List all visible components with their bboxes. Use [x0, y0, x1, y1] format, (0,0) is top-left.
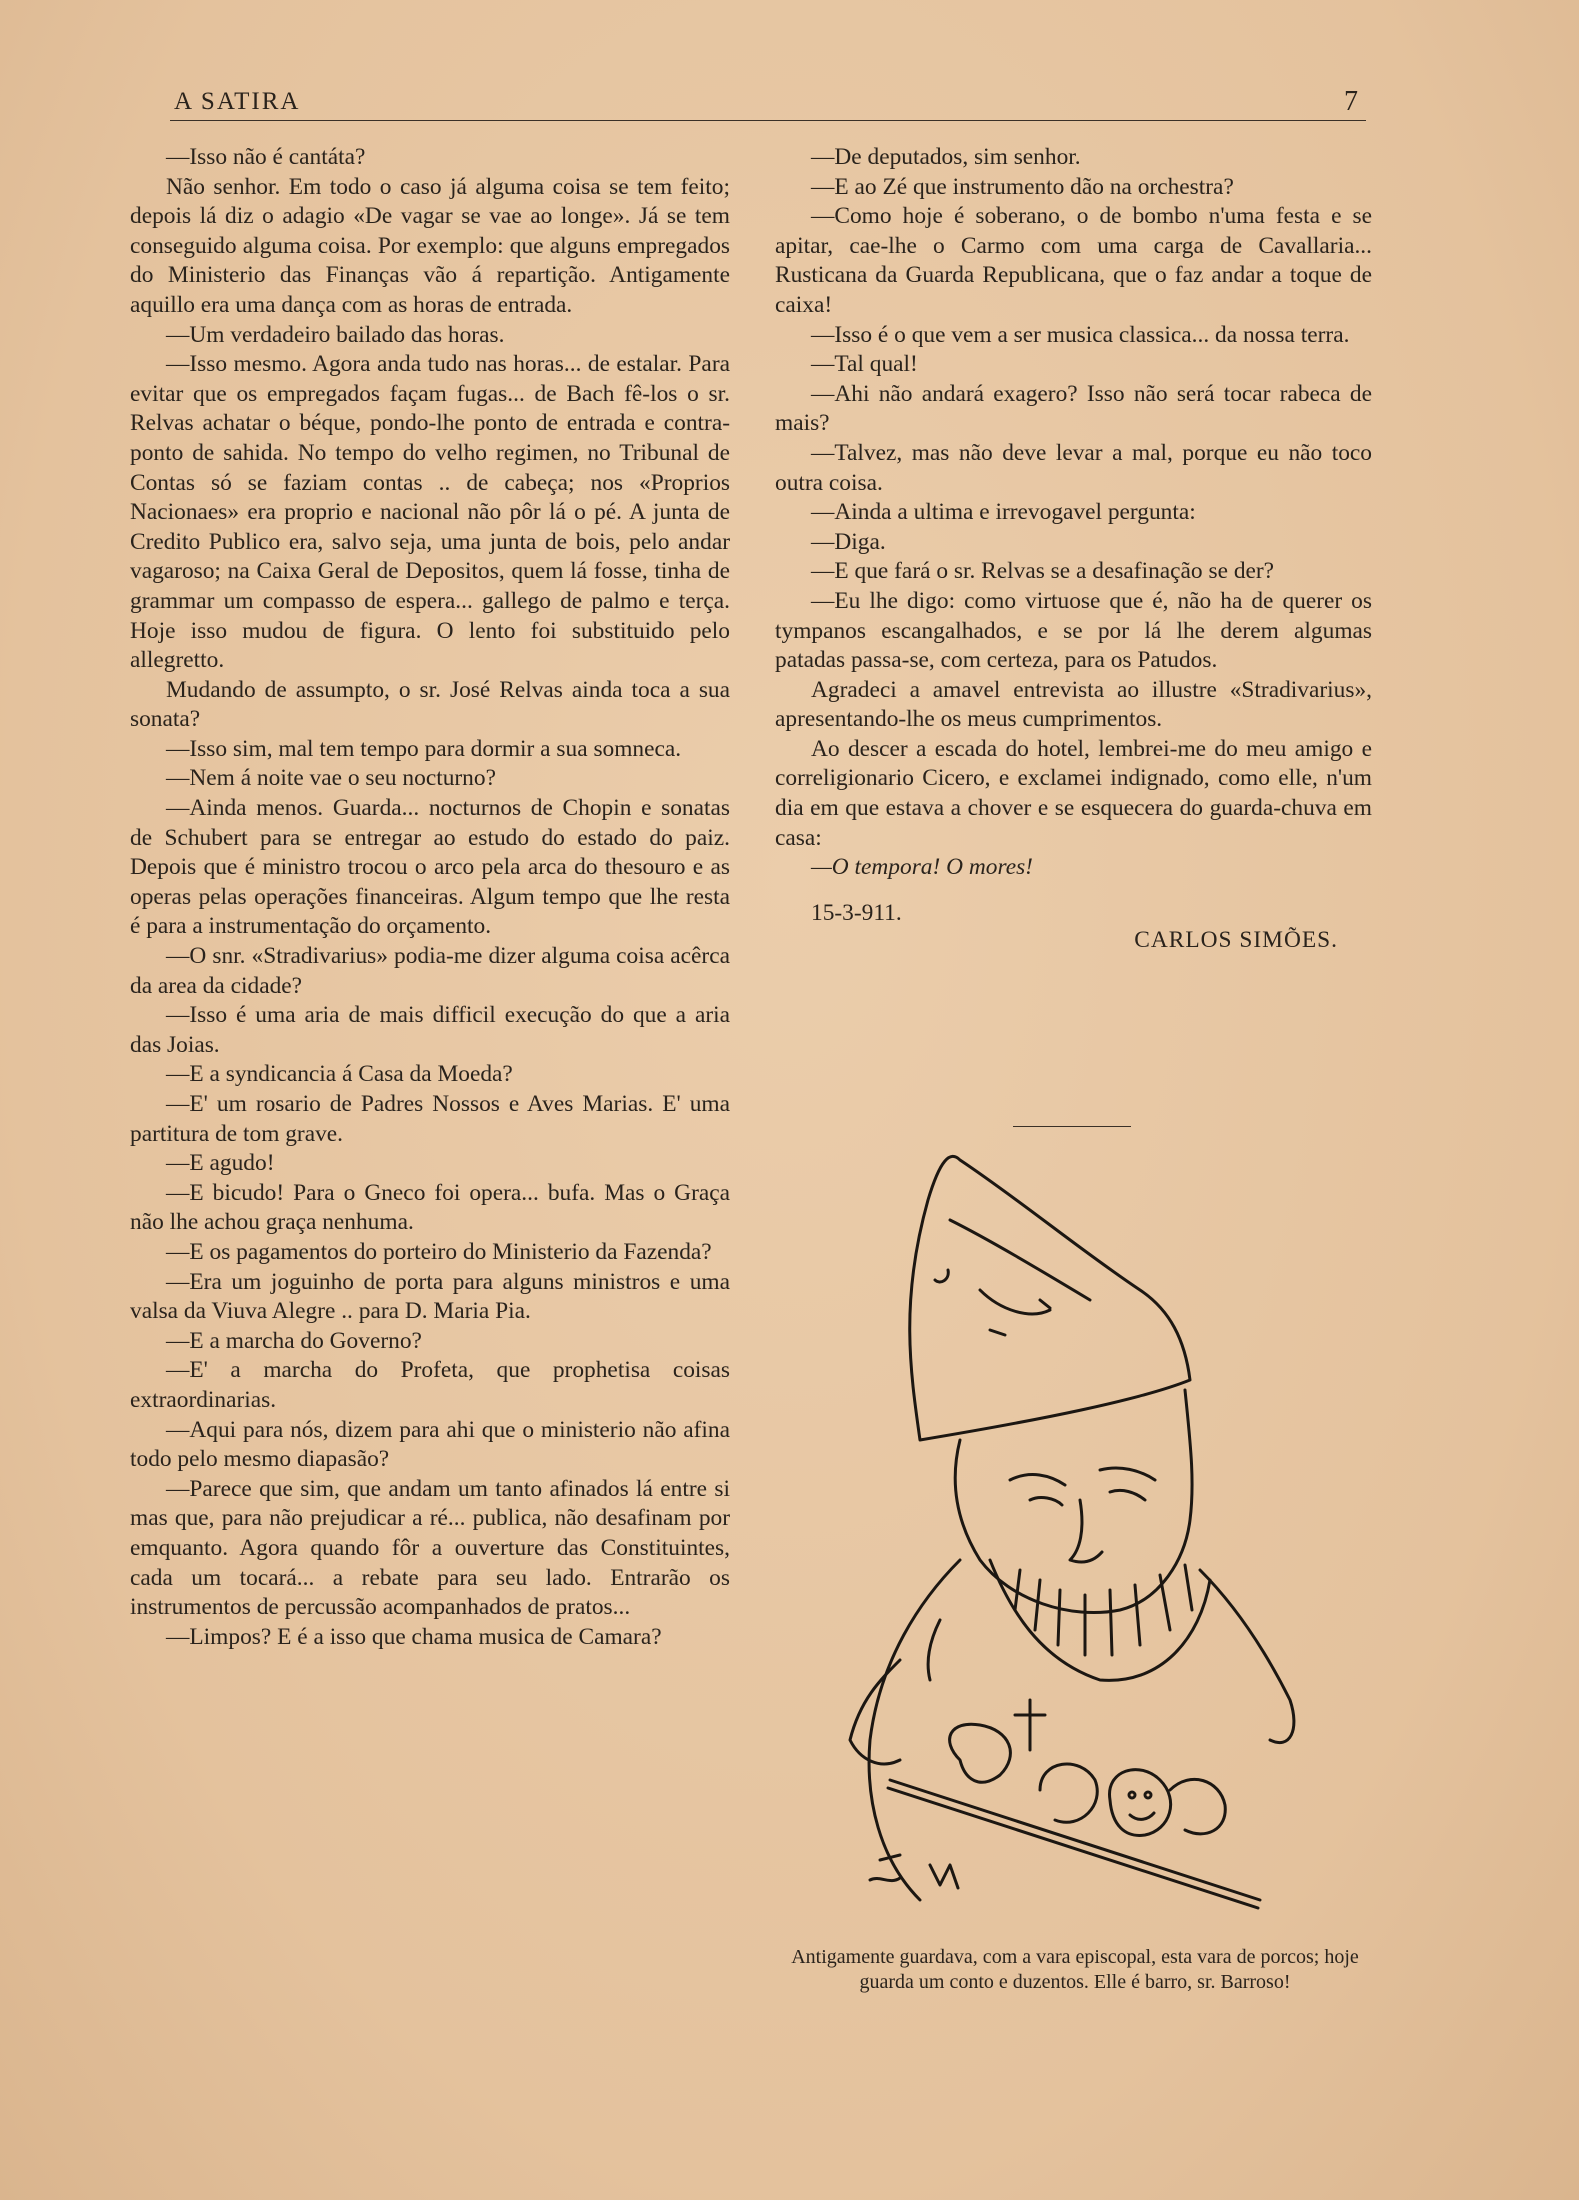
paragraph: —Nem á noite vae o seu nocturno? [166, 765, 496, 792]
paragraph: —Era um joguinho de porta para alguns ministros e uma valsa da Viuva Alegre .. para D. Maria Pia. [130, 1268, 730, 1325]
page-number: 7 [1344, 86, 1358, 117]
date-line [775, 899, 1372, 929]
author-signature: CARLOS SIMÕES. [1134, 927, 1338, 954]
paragraph: —Como hoje é soberano, o de bombo n'uma festa e se apitar, cae-lhe o Carmo com uma carga de Cavallaria... Rusticana da Guarda Republicana, que o faz andar a toque de caixa! [775, 203, 1372, 318]
paragraph: —Ainda a ultima e irrevogavel pergunta: [811, 499, 1196, 526]
paragraph: —De deputados, sim senhor. [811, 144, 1081, 170]
paragraph: —E' a marcha do Profeta, que prophetisa coisas extraordinarias. [130, 1357, 730, 1413]
article-date: 15-3-911. [811, 899, 902, 926]
paragraph: —Talvez, mas não deve levar a mal, porque eu não toco outra coisa. [775, 439, 1372, 496]
paragraph-quote: —O tempora! O mores! [811, 854, 1033, 881]
paragraph: —Ahi não andará exagero? Isso não será tocar rabeca de mais? [775, 380, 1372, 437]
paragraph: —Isso é uma aria de mais difficil execução do que a aria das Joias. [130, 1002, 730, 1058]
page-header [170, 88, 1366, 121]
paragraph: —E a marcha do Governo? [166, 1327, 422, 1354]
paragraph: Não senhor. Em todo o caso já alguma coisa se tem feito; depois lá diz o adagio «De vagar se vae ao longe». Já se tem conseguido alguma coisa. Por exemplo: que alguns empregados do Ministerio das Finanças vão á repartição. Antigamente aquillo era uma dança com as horas de entrada. [130, 173, 730, 318]
paragraph: Ao descer a escada do hotel, lembrei-me do meu amigo e correligionario Cicero, e exclamei indignado, como elle, n'um dia em que estava a chover e se esquecera do guarda-chuva em casa: [775, 735, 1372, 851]
paragraph: —Eu lhe digo: como virtuose que é, não ha de querer os tympanos escangalhados, e se por lá lhe derem algumas patadas passa-se, com certeza, para os Patudos. [775, 587, 1372, 674]
paragraph: —E os pagamentos do porteiro do Ministerio da Fazenda? [166, 1238, 712, 1265]
paragraph: —E ao Zé que instrumento dão na orchestra? [811, 173, 1234, 200]
paragraph: —O snr. «Stradivarius» podia-me dizer alguma coisa acêrca da area da cidade? [130, 943, 730, 999]
paragraph: —Isso sim, mal tem tempo para dormir a sua somneca. [166, 735, 682, 762]
illustration-caption: Antigamente guardava, com a vara episcopal, esta vara de porcos; hoje guarda um conto e duzentos. Elle é barro, sr. Barroso! [791, 1946, 1359, 1993]
paragraph: —Ainda menos. Guarda... nocturnos de Chopin e sonatas de Schubert para se entregar ao estudo do estado do paiz. Depois que é ministro trocou o arco pela arca do thesouro e as operas pelas operações financeiras. Algum tempo que lhe resta é para a instrumentação do orçamento. [130, 795, 730, 940]
paragraph: —E a syndicancia á Casa da Moeda? [166, 1061, 513, 1088]
paragraph: —Isso é o que vem a ser musica classica... da nossa terra. [811, 321, 1350, 348]
paragraph: —Tal qual! [811, 351, 918, 378]
paragraph: —Limpos? E é a isso que chama musica de Camara? [166, 1623, 662, 1650]
paragraph: —Isso não é cantáta? [166, 144, 366, 170]
running-title: A SATIRA [174, 88, 301, 115]
paragraph: —E agudo! [166, 1150, 275, 1177]
paragraph: —E bicudo! Para o Gneco foi opera... bufa. Mas o Graça não lhe achou graça nenhuma. [130, 1179, 730, 1236]
section-divider [1013, 1126, 1131, 1127]
paragraph: —Diga. [811, 528, 886, 555]
paragraph: —Isso mesmo. Agora anda tudo nas horas... de estalar. Para evitar que os empregados façam fugas... de Bach fê-los o sr. Relvas achatar o béque, pondo-lhe ponto de entrada e contra-ponto de sahida. No tempo do velho regimen, no Tribunal de Contas só se faziam contas .. de cabeça; nos «Proprios Nacionaes» era proprio e nacional não pôr lá o pé. A junta de Credito Publico era, salvo seja, uma junta de bois, pelo andar vagaroso; na Caixa Geral de Depositos, quem lá fosse, tinha de grammar um compasso de espera... gallego de palmo e terça. Hoje isso mudou de figura. O lento foi substituido pelo allegretto. [130, 351, 730, 674]
paragraph: —Parece que sim, que andam um tanto afinados lá entre si mas que, para não prejudicar a ré... publica, não desafinam por emquanto. Agora quando fôr a ouverture das Constituintes, cada um tocará... a rebate para seu lado. Entrarão os instrumentos de percussão acompanhados de pratos... [130, 1475, 730, 1621]
paragraph: —E' um rosario de Padres Nossos e Aves Marias. E' uma partitura de tom grave. [130, 1091, 730, 1147]
bishop-caricature-illustration [840, 1140, 1320, 1930]
left-column [130, 143, 730, 1652]
paragraph: —E que fará o sr. Relvas se a desafinação se der? [811, 558, 1275, 585]
paragraph: —Aqui para nós, dizem para ahi que o ministerio não afina todo pelo mesmo diapasão? [130, 1416, 730, 1473]
paragraph: Mudando de assumpto, o sr. José Relvas ainda toca a sua sonata? [130, 676, 730, 733]
paragraph: —Um verdadeiro bailado das horas. [166, 321, 505, 348]
right-column [775, 143, 1372, 956]
paragraph: Agradeci a amavel entrevista ao illustre «Stradivarius», apresentando-lhe os meus cumprimentos. [775, 676, 1372, 733]
